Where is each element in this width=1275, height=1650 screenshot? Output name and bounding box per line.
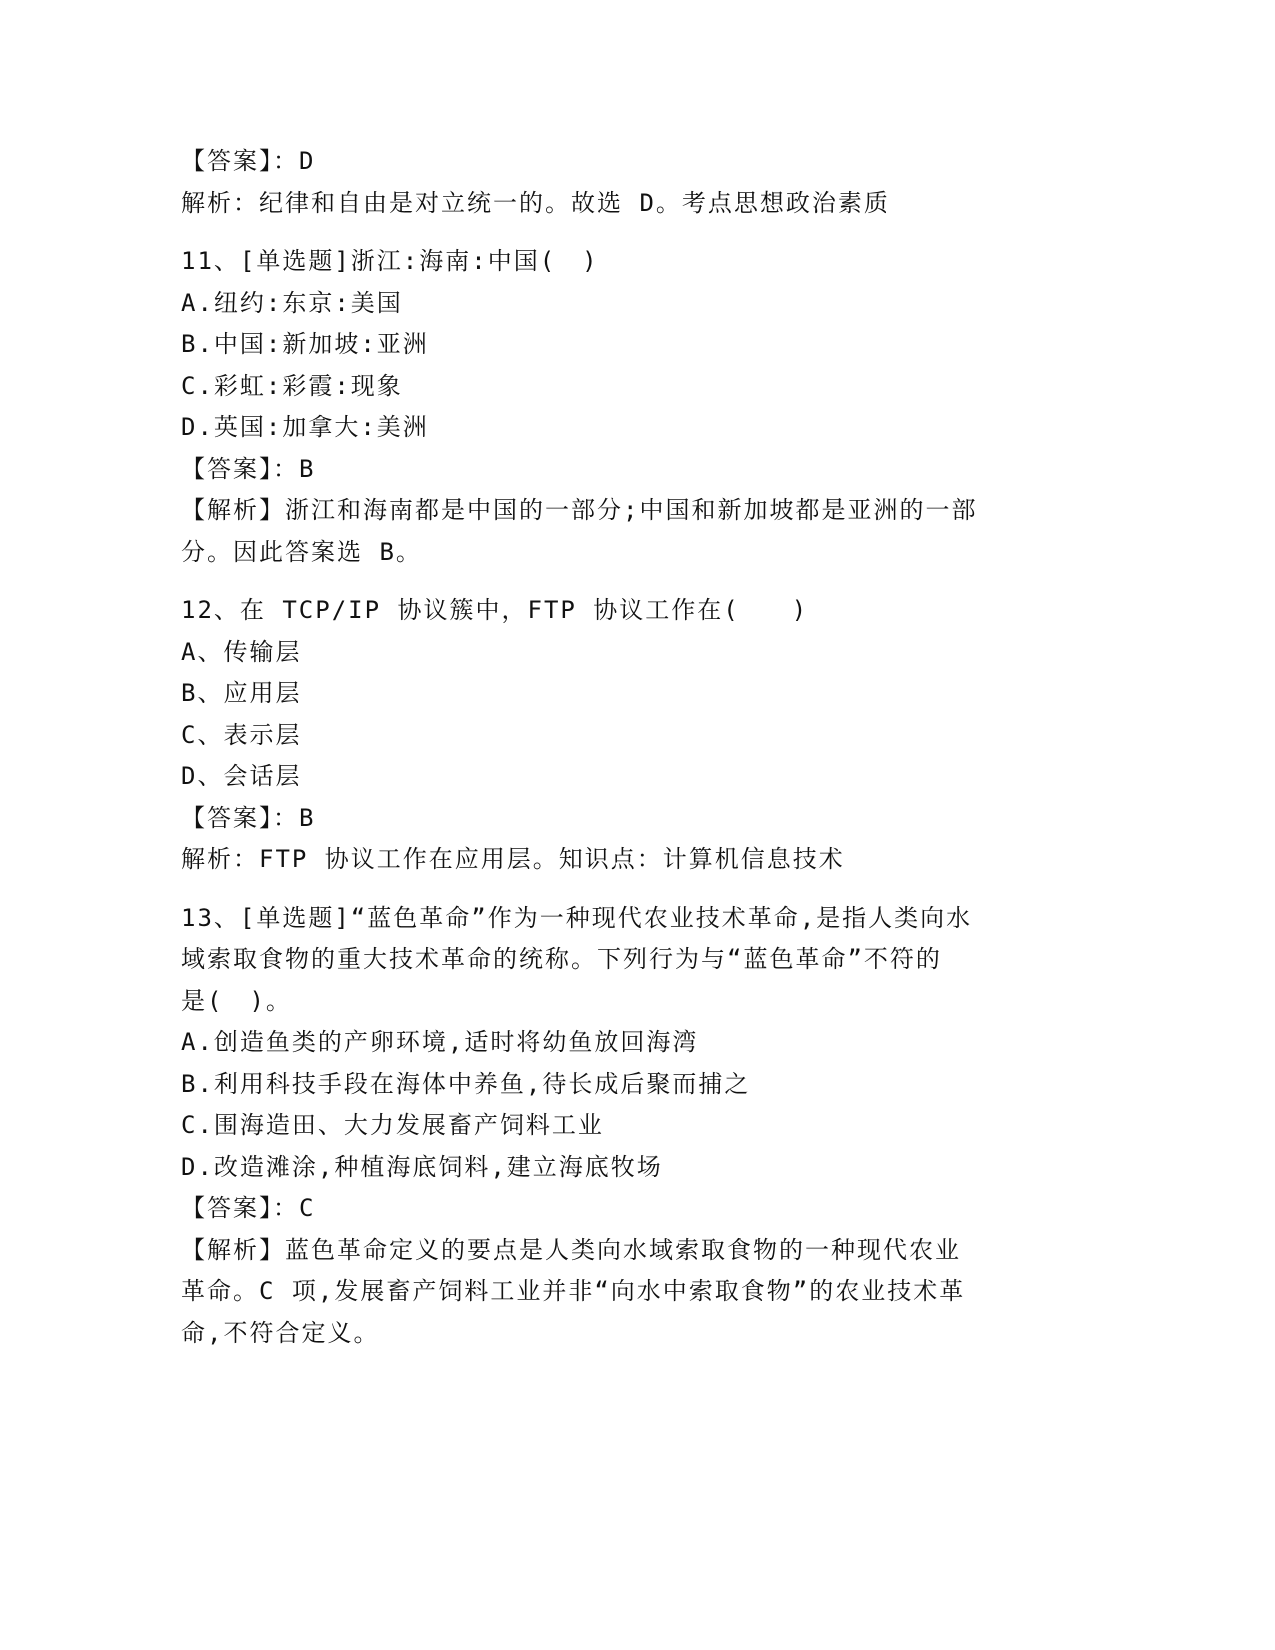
question-13-stem-line-2: 域索取食物的重大技术革命的统称。下列行为与“蓝色革命”不符的: [181, 945, 942, 973]
analysis-11-line-2: 分。因此答案选 B。: [181, 537, 422, 566]
page-content: [181, 141, 1051, 1354]
spacer: [181, 573, 1051, 590]
question-12-stem: 12、在 TCP/IP 协议簇中，FTP 协议工作在( ): [181, 596, 809, 624]
question-13-option-a: A.创造鱼类的产卵环境,适时将幼鱼放回海湾: [181, 1028, 699, 1056]
question-11-option-d: D.英国:加拿大:美洲: [181, 413, 429, 441]
analysis-12: 解析：FTP 协议工作在应用层。知识点：计算机信息技术: [181, 845, 845, 873]
answer-11: 【答案】：B: [181, 454, 316, 483]
answer-10: 【答案】：D: [181, 147, 316, 175]
question-13-stem-line-3: 是( )。: [181, 986, 292, 1015]
analysis-11-line-1: 【解析】浙江和海南都是中国的一部分;中国和新加坡都是亚洲的一部: [181, 496, 978, 524]
answer-12: 【答案】：B: [181, 803, 316, 832]
question-11-option-a: A.纽约:东京:美国: [181, 288, 403, 317]
spacer: [181, 881, 1051, 898]
question-13-option-c: C.围海造田、大力发展畜产饲料工业: [181, 1111, 604, 1139]
spacer: [181, 224, 1051, 241]
question-11-option-b: B.中国:新加坡:亚洲: [181, 330, 429, 358]
question-13-option-b: B.利用科技手段在海体中养鱼,待长成后聚而捕之: [181, 1069, 751, 1098]
analysis-13-line-1: 【解析】蓝色革命定义的要点是人类向水域索取食物的一种现代农业: [181, 1235, 961, 1264]
question-12-option-d: D、会话层: [181, 762, 302, 790]
analysis-13-line-3: 命,不符合定义。: [181, 1318, 380, 1347]
question-11-option-c: C.彩虹:彩霞:现象: [181, 371, 403, 400]
question-12-option-b: B、应用层: [181, 679, 302, 707]
question-13-stem-line-1: 13、[单选题]“蓝色革命”作为一种现代农业技术革命,是指人类向水: [181, 903, 973, 932]
answer-13: 【答案】：C: [181, 1194, 316, 1222]
question-12-option-c: C、表示层: [181, 720, 302, 749]
analysis-13-line-2: 革命。C 项,发展畜产饲料工业并非“向水中索取食物”的农业技术革: [181, 1277, 966, 1305]
question-11-stem: 11、[单选题]浙江:海南:中国( ): [181, 247, 599, 275]
question-12-option-a: A、传输层: [181, 637, 302, 666]
question-13-option-d: D.改造滩涂,种植海底饲料,建立海底牧场: [181, 1152, 663, 1181]
analysis-10: 解析：纪律和自由是对立统一的。故选 D。考点思想政治素质: [181, 188, 890, 217]
